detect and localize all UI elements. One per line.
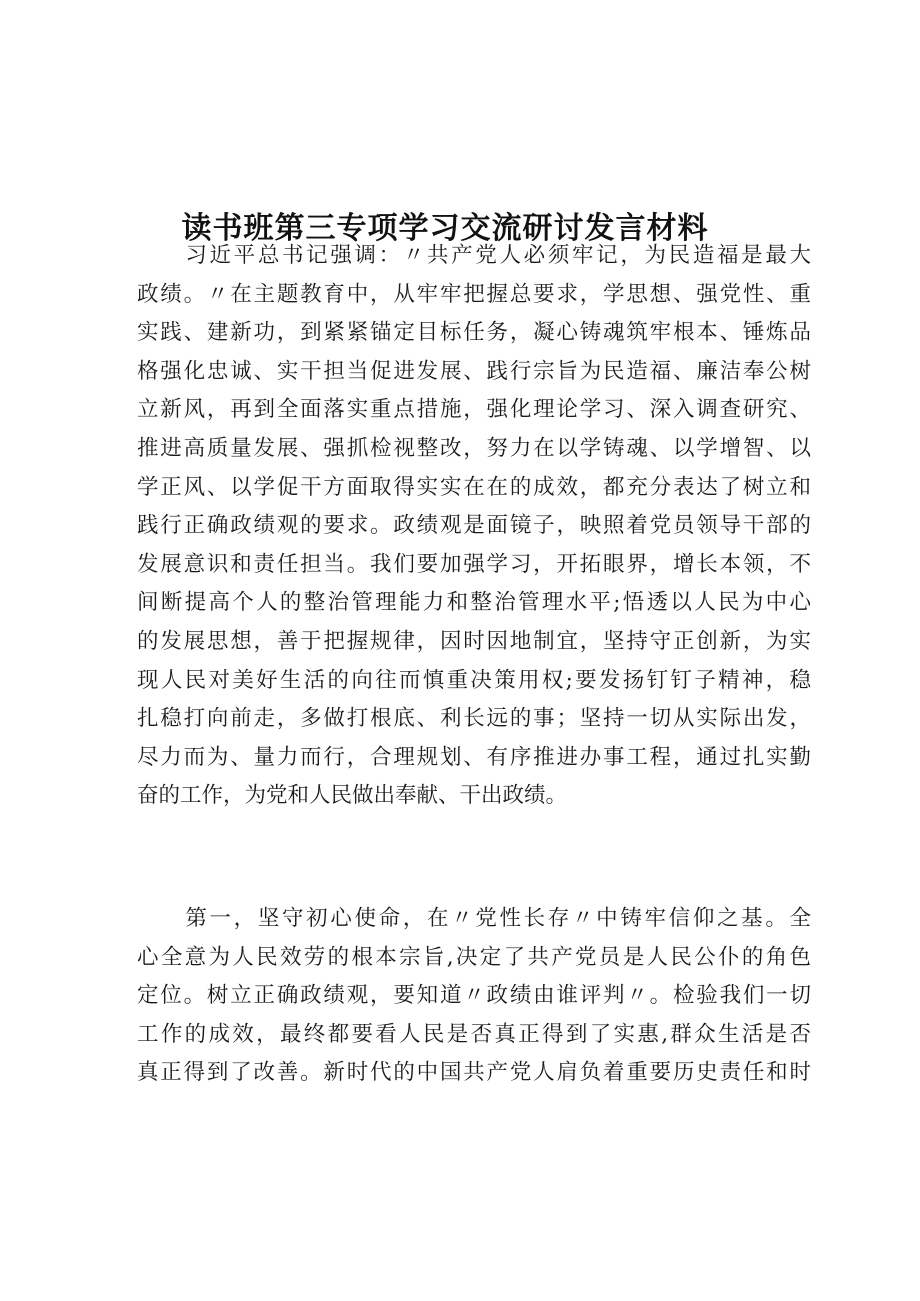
text-line: 推进高质量发展、强抓检视整改，努力在以学铸魂、以学增智、以 (137, 435, 811, 461)
paragraph-1 (137, 237, 811, 816)
text-line: 奋的工作，为党和人民做出奉献、干出政绩。 (137, 783, 568, 809)
text-line: 学正风、以学促干方面取得实实在在的成效，都充分表达了树立和 (137, 474, 811, 500)
text-line: 践行正确政绩观的要求。政绩观是面镜子，映照着党员领导干部的 (137, 513, 811, 539)
paragraph-2 (137, 900, 811, 1093)
text-line: 格强化忠诚、实干担当促进发展、践行宗旨为民造福、廉洁奉公树 (137, 358, 811, 384)
text-line: 真正得到了改善。新时代的中国共产党人肩负着重要历史责任和时 (137, 1060, 811, 1086)
text-line: 发展意识和责任担当。我们要加强学习，开拓眼界，增长本领，不 (137, 551, 811, 577)
text-line: 扎稳打向前走，多做打根底、利长远的事；坚持一切从实际出发， (137, 706, 811, 732)
text-line: 现人民对美好生活的向往而慎重决策用权;要发扬钉钉子精神，稳 (137, 667, 811, 693)
text-line: 政绩。〃在主题教育中，从牢牢把握总要求，学思想、强党性、重 (137, 281, 811, 307)
text-line: 的发展思想，善于把握规律，因时因地制宜，坚持守正创新，为实 (137, 628, 811, 654)
text-line: 尽力而为、量力而行，合理规划、有序推进办事工程，通过扎实勤 (137, 744, 811, 770)
text-line: 工作的成效，最终都要看人民是否真正得到了实惠,群众生活是否 (137, 1021, 811, 1047)
text-line: 间断提高个人的整治管理能力和整治管理水平;悟透以人民为中心 (137, 590, 811, 616)
text-line: 心全意为人民效劳的根本宗旨,决定了共产党员是人民公仆的角色 (137, 944, 811, 970)
text-line: 第一，坚守初心使命，在〃党性长存〃中铸牢信仰之基。全 (137, 906, 811, 931)
text-line: 立新风，再到全面落实重点措施，强化理论学习、深入调查研究、 (137, 397, 811, 423)
text-line: 定位。树立正确政绩观，要知道〃政绩由谁评判〃。检验我们一切 (137, 983, 811, 1009)
document-title: 读书班第三专项学习交流研讨发言材料 (181, 211, 709, 246)
text-line: 实践、建新功，到紧紧锚定目标任务，凝心铸魂筑牢根本、锤炼品 (137, 320, 811, 346)
text-line: 习近平总书记强调：〃共产党人必须牢记，为民造福是最大 (137, 243, 811, 268)
